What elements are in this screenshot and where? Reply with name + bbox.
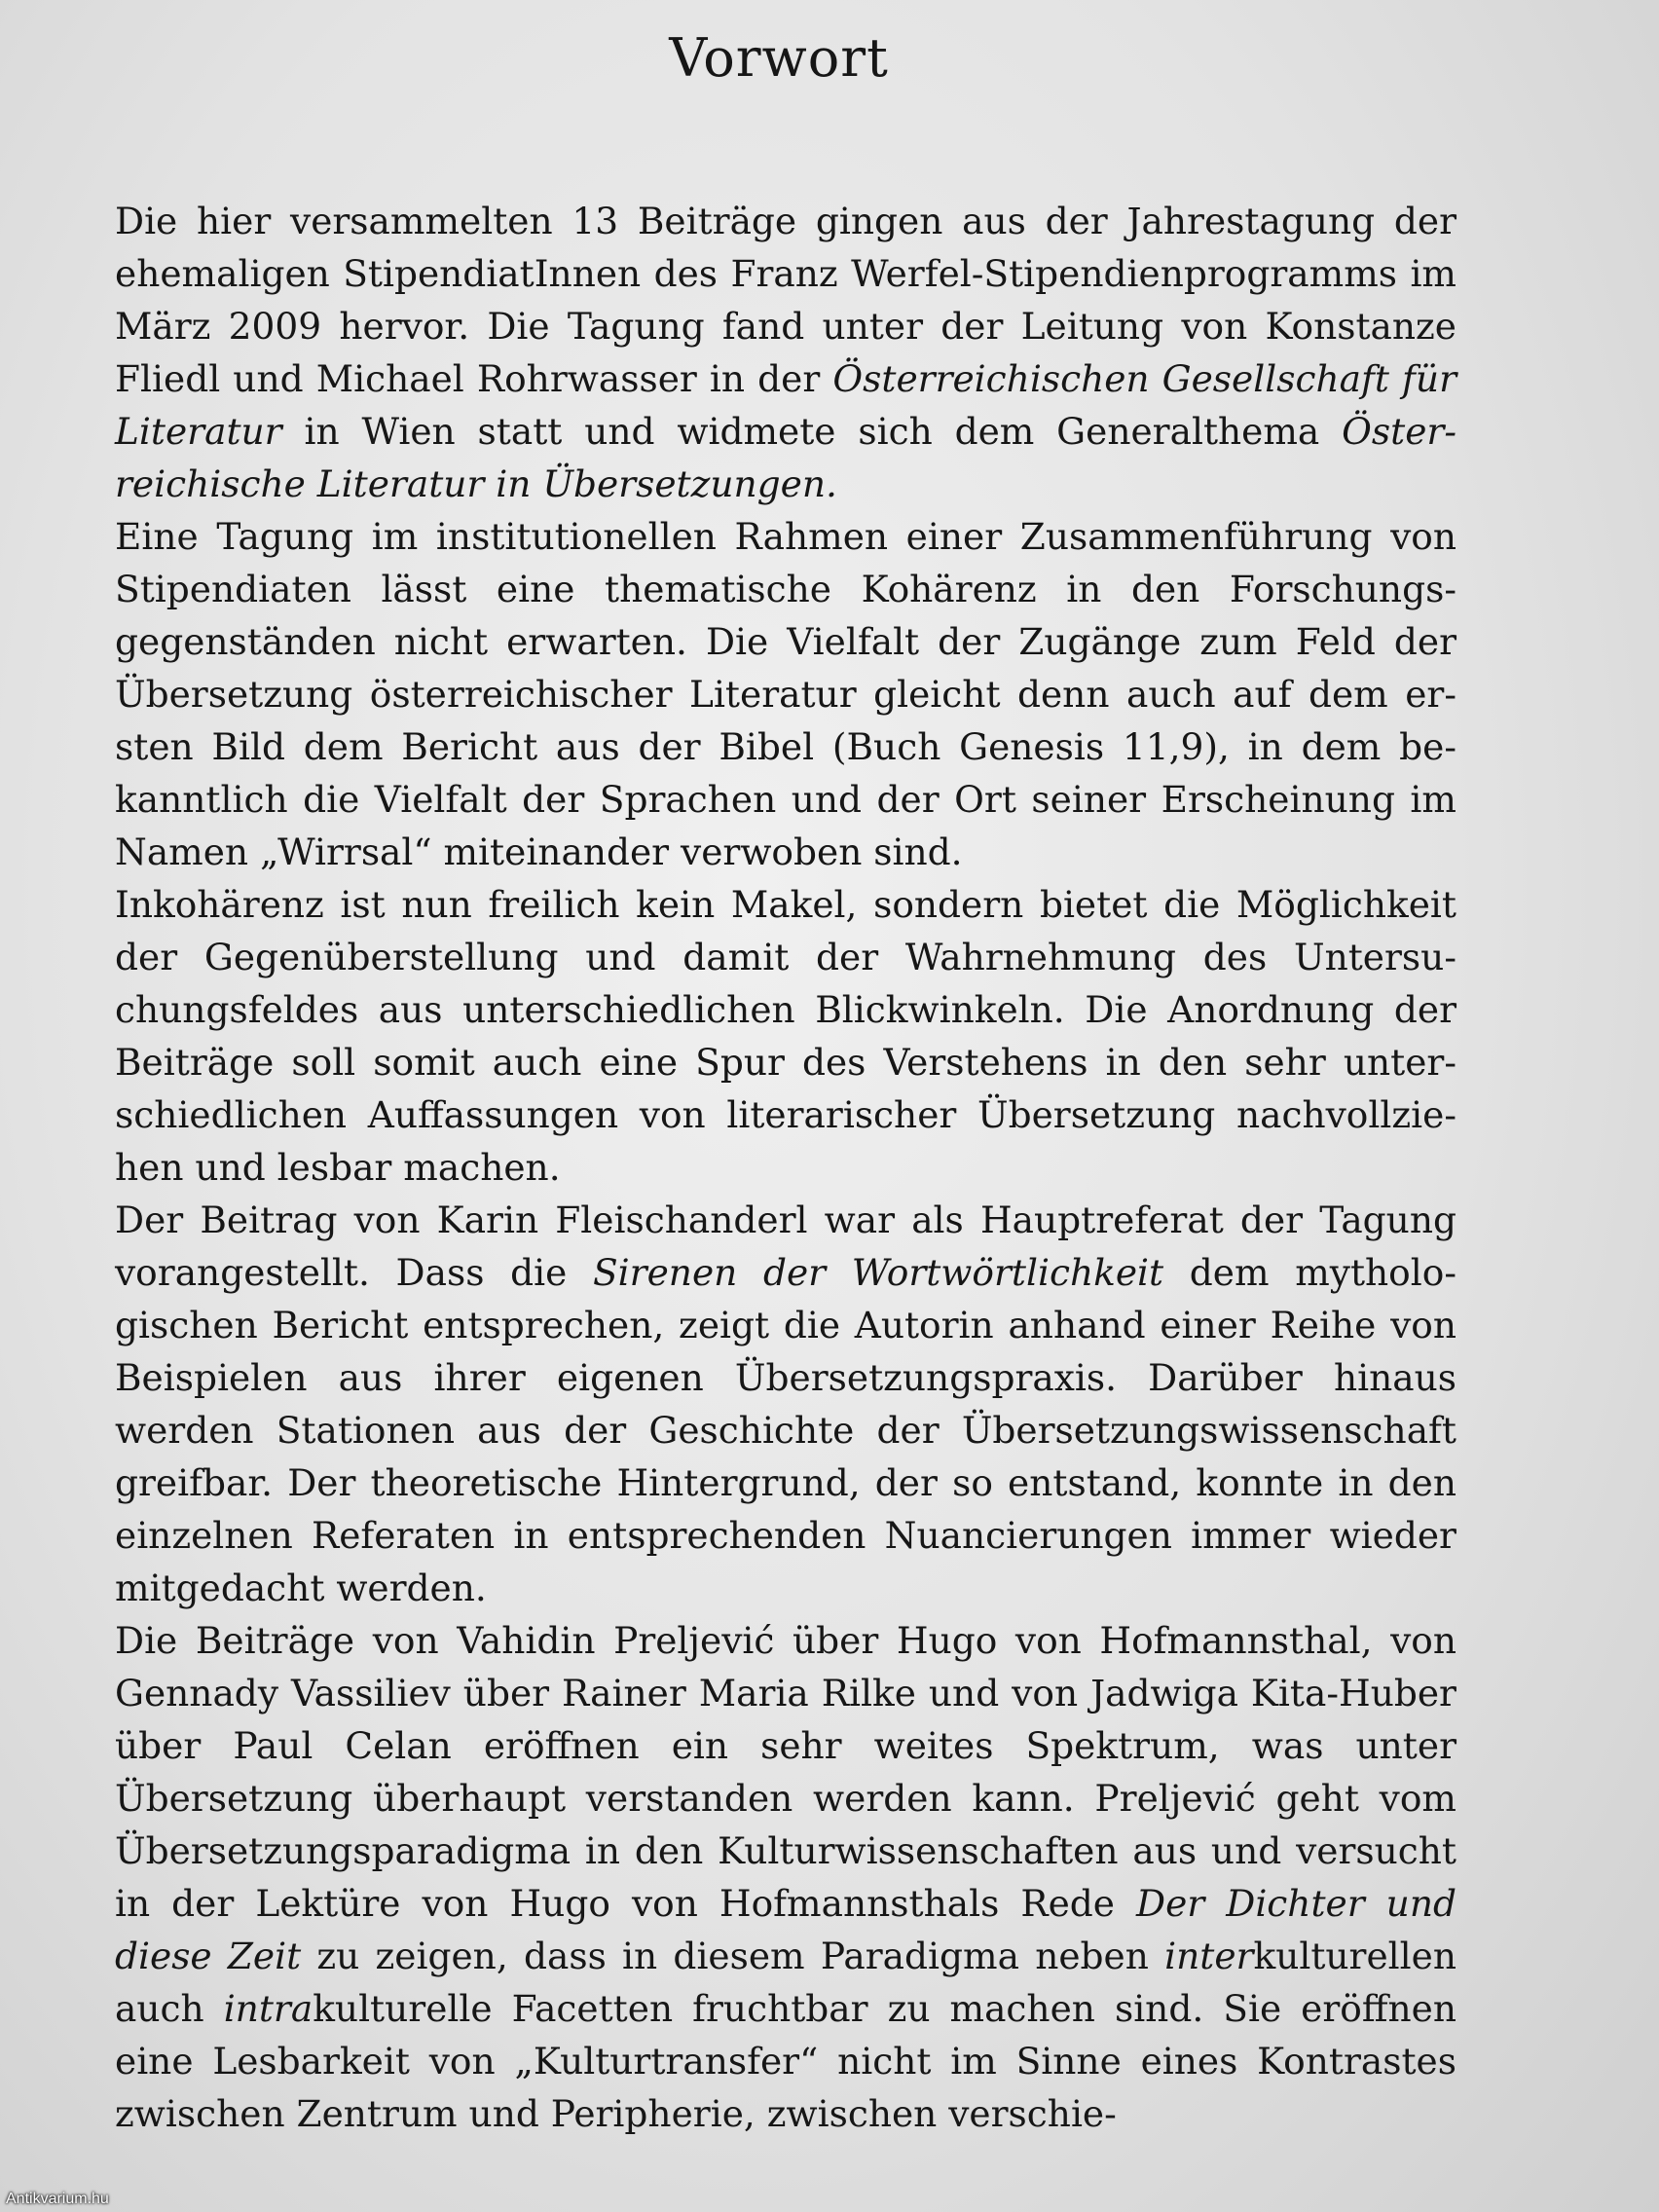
italic-text-run: Der Dichter und diese Zeit — [115, 1882, 1456, 1977]
text-run: Die hier versammelten 13 Beiträge gingen aus der Jahrestagung der ehemaligen StipendiatInnen des Franz Werfel-Stipendienprogramms im März 2009 hervor. Die Tagung fand unter der Leitung von Konstanze Fliedl und Michael Rohrwasser in der — [115, 200, 1456, 400]
paragraph — [115, 510, 1456, 878]
text-run: Die Beiträge von Vahidin Preljević über Hugo von Hofmannsthal, von Gennady Vassiliev über Rainer Maria Rilke und von Jadwiga Kita-Huber über Paul Celan eröffnen ein sehr weites Spektrum, was unter Übersetzung überhaupt verstanden werden kann. Preljević geht vom Übersetzungsparadigma in den Kulturwissenschaften aus und versucht in der Lektüre von Hugo von Hofmannsthals Rede — [115, 1619, 1456, 1925]
text-run: in Wien statt und widmete sich dem Generalthema — [281, 410, 1343, 453]
italic-text-run: Österreichische Literatur in Übersetzungen. — [115, 410, 1456, 505]
italic-text-run: Sirenen der Wortwörtlichkeit — [592, 1251, 1164, 1294]
text-run: dem mythologischen Bericht entsprechen, zeigt die Autorin anhand einer Reihe von Beispielen aus ihrer eigenen Übersetzungspraxis. Darüber hinaus werden Stationen aus der Geschichte der Übersetzungswissenschaft greifbar. Der theoretische Hintergrund, der so entstand, konnte in den einzelnen Referaten in entsprechenden Nuancierungen immer wieder mitgedacht werden. — [115, 1251, 1456, 1609]
text-run: Der Beitrag von Karin Fleischanderl war als Hauptreferat der Tagung vorangestellt. Dass die — [115, 1198, 1456, 1294]
watermark: Antikvarium.hu — [6, 2191, 109, 2207]
italic-text-run: Österreichischen Gesellschaft für Literatur — [115, 357, 1456, 453]
body-text — [115, 195, 1456, 2140]
paragraph — [115, 1614, 1456, 2140]
paragraph — [115, 195, 1456, 510]
text-run: Eine Tagung im institutionellen Rahmen einer Zusammenführung von Stipendiaten lässt eine thematische Kohärenz in den Forschungsgegenständen nicht erwarten. Die Vielfalt der Zugänge zum Feld der Übersetzung österreichischer Literatur gleicht denn auch auf dem ersten Bild dem Bericht aus der Bibel (Buch Genesis 11,9), in dem bekanntlich die Vielfalt der Sprachen und der Ort seiner Erscheinung im Namen „Wirrsal“ miteinander verwoben sind. — [115, 515, 1456, 873]
text-run: kulturellen auch — [115, 1935, 1457, 2030]
text-run: Inkohärenz ist nun freilich kein Makel, sondern bietet die Möglichkeit der Gegenüberstellung und damit der Wahrnehmung des Untersuchungsfeldes aus unterschiedlichen Blickwinkeln. Die Anordnung der Beiträge soll somit auch eine Spur des Verstehens in den sehr unterschiedlichen Auffassungen von literarischer Übersetzung nachvollziehen und lesbar machen. — [115, 883, 1456, 1189]
paragraph — [115, 1194, 1456, 1614]
italic-text-run: intra — [223, 1987, 313, 2030]
paragraph — [115, 878, 1456, 1194]
text-run: kulturelle Facetten fruchtbar zu machen sind. Sie eröffnen eine Lesbarkeit von „Kulturtransfer“ nicht im Sinne eines Kontrastes zwischen Zentrum und Peripherie, zwischen verschie- — [115, 1987, 1456, 2135]
italic-text-run: inter — [1164, 1935, 1254, 1977]
page-title: Vorwort — [669, 27, 889, 89]
text-run: zu zeigen, dass in diesem Paradigma neben — [301, 1935, 1165, 1977]
